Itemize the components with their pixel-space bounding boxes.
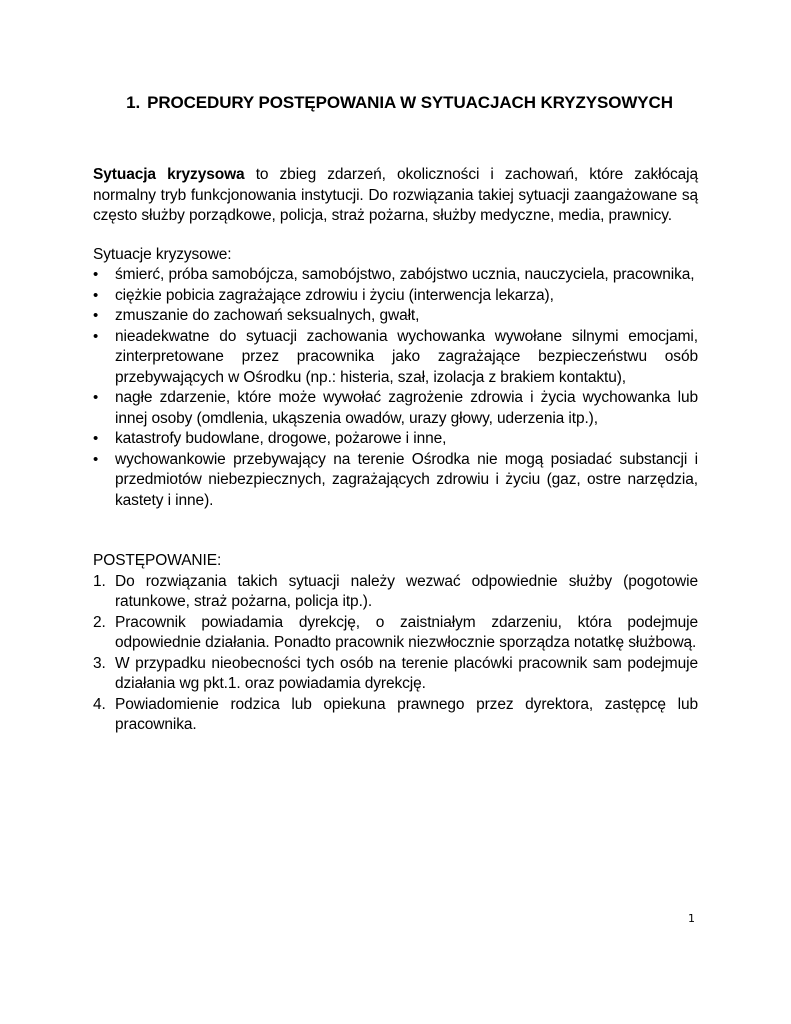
bullet-icon: • xyxy=(93,266,99,283)
bullet-icon: • xyxy=(93,450,99,468)
list-item-text: nagłe zdarzenie, które może wywołać zagrożenie zdrowia i życia wychowanka lub innej osoby (omdlenia, ukąszenia owadów, urazy głowy, uderzenia itp.), xyxy=(115,389,698,427)
list-item xyxy=(93,654,698,695)
situations-label: Sytuacje kryzysowe: xyxy=(93,245,232,263)
page-number: 1 xyxy=(688,912,695,925)
list-item-text: nieadekwatne do sytuacji zachowania wychowanka wywołane silnymi emocjami, zinterpretowane przez pracownika jako zagrażające bezpieczeństwu osób przebywających w Ośrodku (np.: histeria, szał, izolacja z brakiem kontaktu), xyxy=(115,327,698,386)
list-item-text: katastrofy budowlane, drogowe, pożarowe i inne, xyxy=(115,430,447,447)
list-item xyxy=(93,450,698,512)
list-item xyxy=(93,429,698,450)
list-item-text: ciężkie pobicia zagrażające zdrowiu i życiu (interwencja lekarza), xyxy=(115,286,554,304)
list-item xyxy=(93,327,698,389)
list-item xyxy=(93,306,698,327)
list-item xyxy=(93,613,698,654)
page-title xyxy=(93,92,698,114)
procedure-label: POSTĘPOWANIE: xyxy=(93,552,222,569)
list-item-text: zmuszanie do zachowań seksualnych, gwałt, xyxy=(115,307,420,324)
intro-term: Sytuacja kryzysowa xyxy=(93,166,245,183)
procedure-list xyxy=(93,572,698,736)
list-item xyxy=(93,388,698,429)
bullet-icon: • xyxy=(93,327,99,345)
intro-text: to zbieg zdarzeń, okoliczności i zachowań, które zakłócają normalny tryb funkcjonowania instytucji. Do rozwiązania takiej sytuacji zaangażowane są często służby porządkowe, policja, straż pożarna, służby medyczne, media, prawnicy. xyxy=(93,166,698,224)
step-number: 3. xyxy=(93,654,106,672)
step-number: 2. xyxy=(93,613,106,631)
bullet-icon: • xyxy=(93,307,99,324)
list-item xyxy=(93,265,698,286)
step-number: 1. xyxy=(93,572,106,590)
bullet-icon: • xyxy=(93,286,99,304)
page-content xyxy=(93,92,698,736)
list-item-text: śmierć, próba samobójcza, samobójstwo, zabójstwo ucznia, nauczyciela, pracownika, xyxy=(115,266,695,283)
step-text: Pracownik powiadamia dyrekcję, o zaistniałym zdarzeniu, która podejmuje odpowiednie działania. Ponadto pracownik niezwłocznie sporządza notatkę służbową. xyxy=(115,613,698,651)
bullet-icon: • xyxy=(93,389,99,406)
bullet-icon: • xyxy=(93,430,99,447)
list-item-text: wychowankowie przebywający na terenie Ośrodka nie mogą posiadać substancji i przedmiotów niebezpiecznych, zagrażających zdrowiu i życiu (gaz, ostre narzędzia, kastety i inne). xyxy=(115,450,698,509)
list-item xyxy=(93,695,698,736)
situations-list xyxy=(93,265,698,511)
list-item xyxy=(93,572,698,613)
intro-paragraph xyxy=(93,165,698,227)
step-text: Do rozwiązania takich sytuacji należy wezwać odpowiednie służby (pogotowie ratunkowe, straż pożarna, policja itp.). xyxy=(115,572,698,610)
list-item xyxy=(93,286,698,307)
step-number: 4. xyxy=(93,695,106,713)
title-number: 1. xyxy=(126,93,141,112)
title-text: PROCEDURY POSTĘPOWANIA W SYTUACJACH KRYZYSOWYCH xyxy=(147,93,673,112)
step-text: W przypadku nieobecności tych osób na terenie placówki pracownik sam podejmuje działania wg pkt.1. oraz powiadamia dyrekcję. xyxy=(115,654,698,692)
step-text: Powiadomienie rodzica lub opiekuna prawnego przez dyrektora, zastępcę lub pracownika. xyxy=(115,695,698,733)
